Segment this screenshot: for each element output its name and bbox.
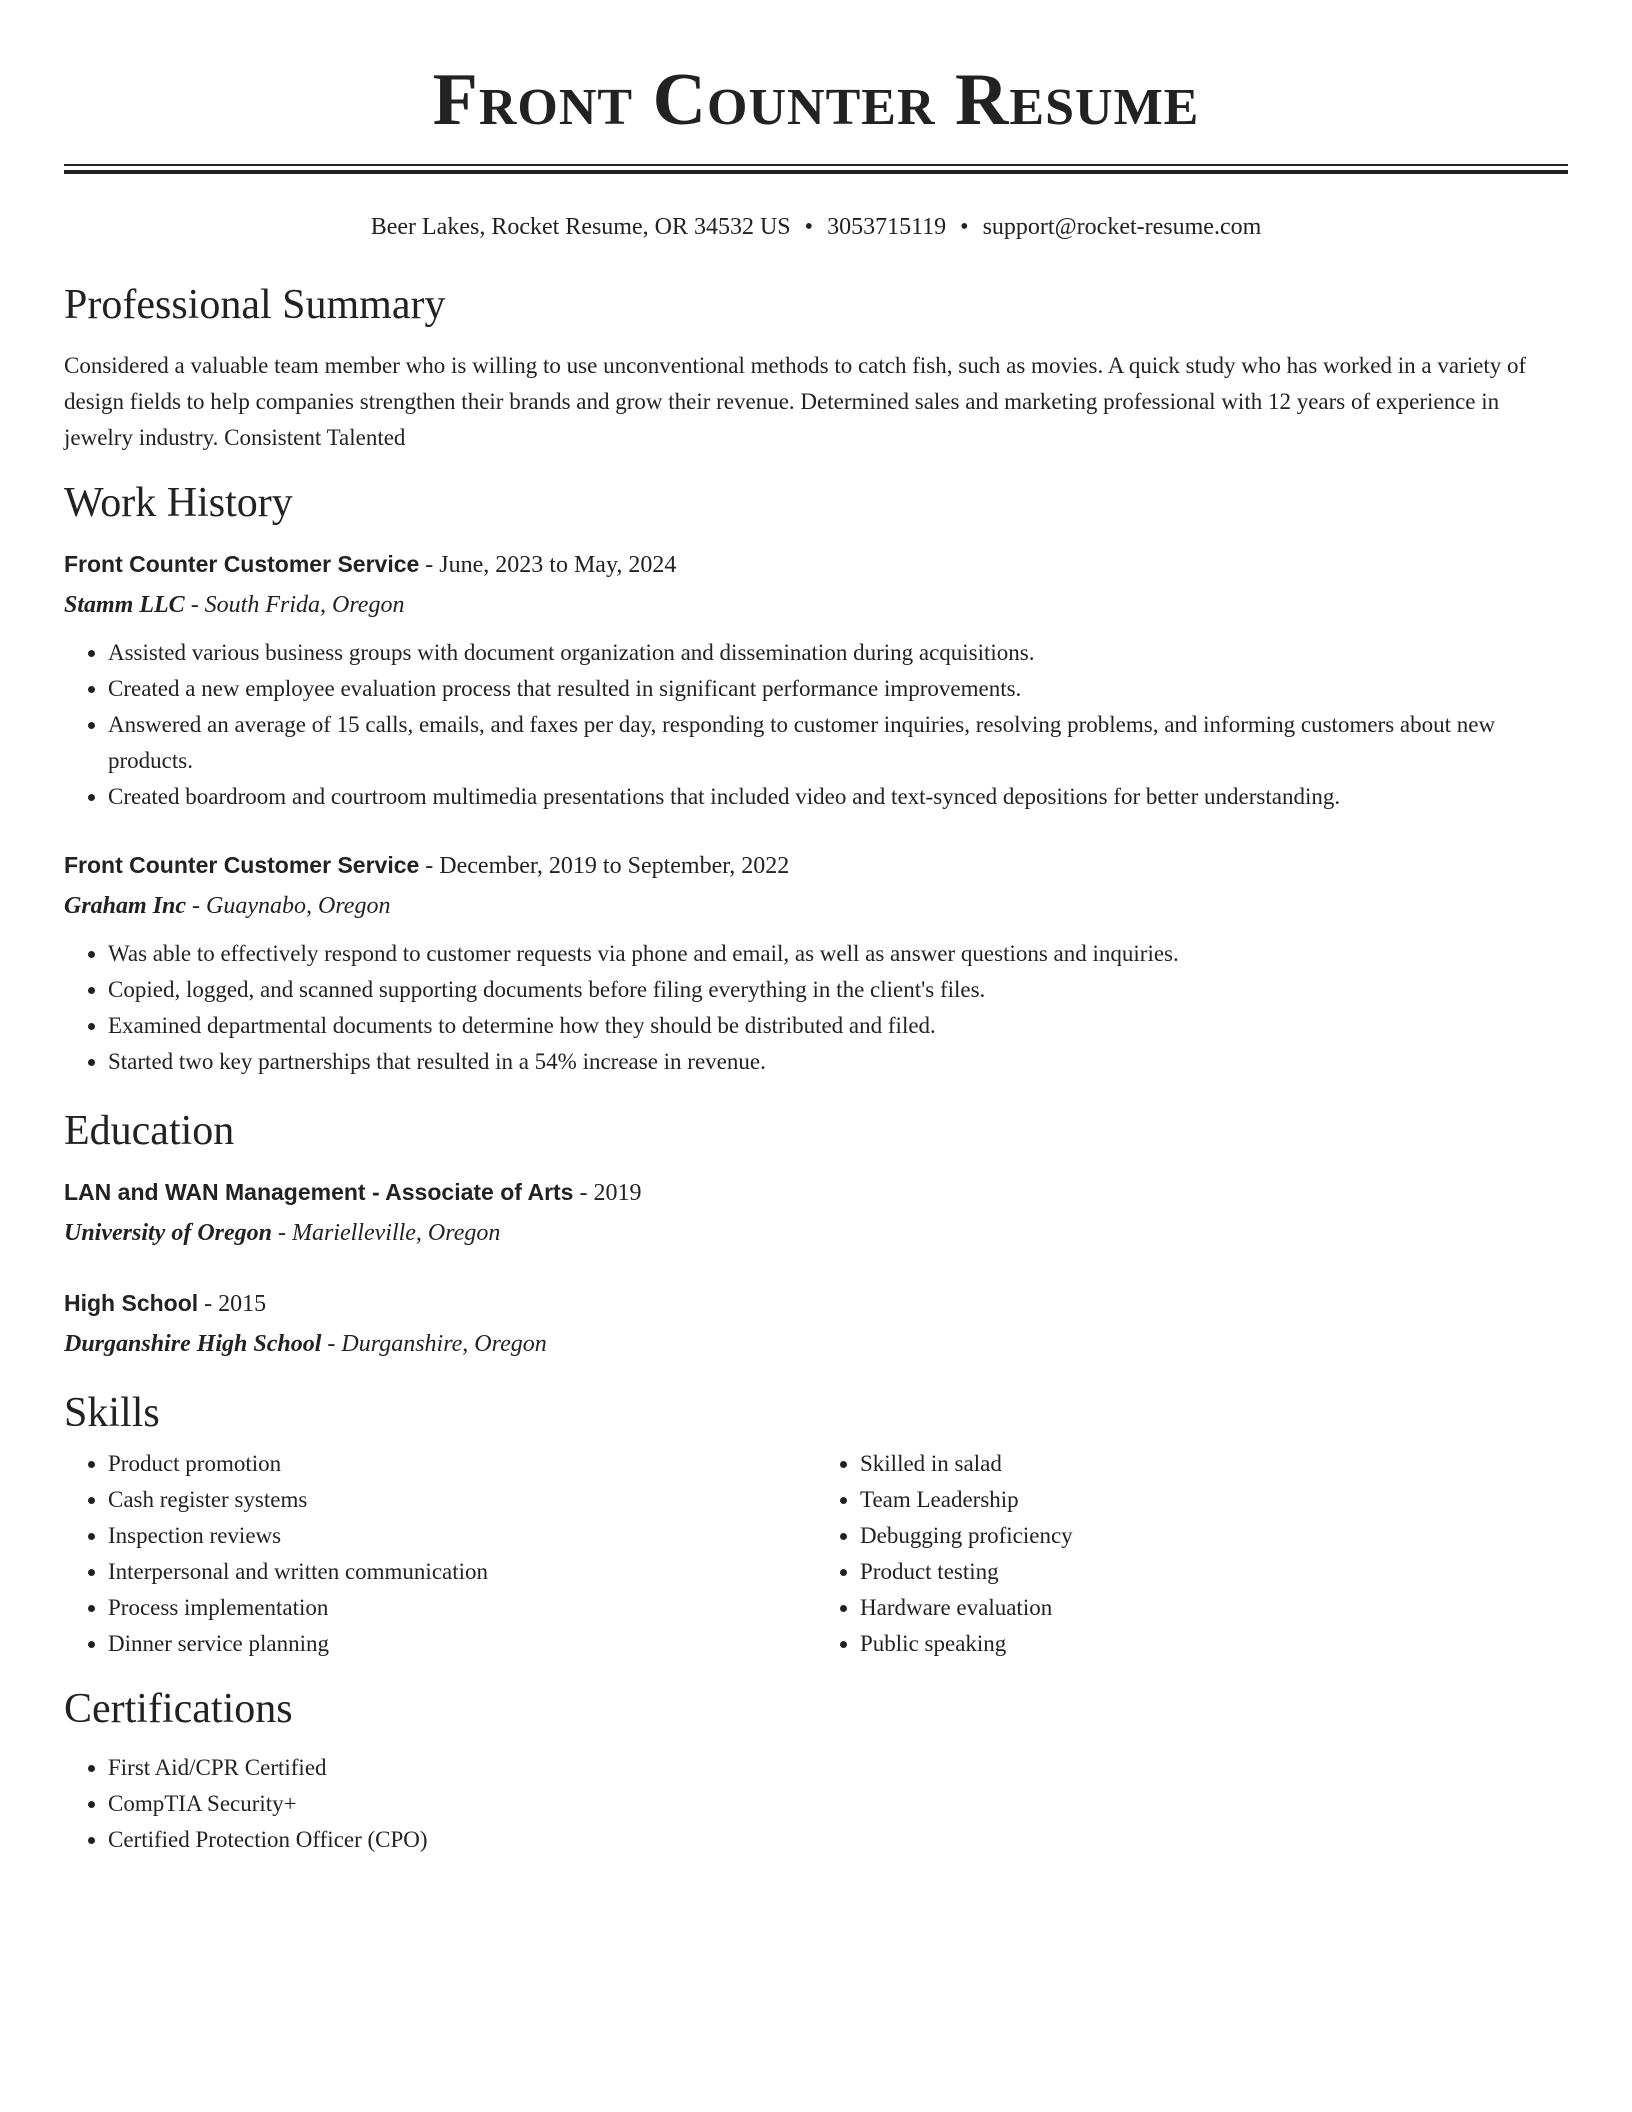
skill-item: • Skilled in salad — [860, 1446, 1568, 1482]
skills-list-right — [816, 1446, 1568, 1662]
job-location: - South Frida, Oregon — [184, 592, 405, 618]
section-heading-summary: Professional Summary — [64, 282, 446, 328]
job-entry — [64, 544, 1568, 815]
skill-item: • Product testing — [860, 1554, 1568, 1590]
section-heading-skills: Skills — [64, 1390, 160, 1436]
contact-line — [64, 212, 1568, 242]
job-title: Front Counter Customer Service — [64, 551, 420, 577]
job-bullet: • Created a new employee evaluation process that resulted in significant performance improvements. — [108, 671, 1568, 707]
skill-item: • Public speaking — [860, 1626, 1568, 1662]
job-company-line — [64, 886, 1568, 926]
education-school-line — [64, 1213, 1568, 1253]
skill-item: • Interpersonal and written communication — [108, 1554, 816, 1590]
education-school-line — [64, 1324, 1568, 1364]
certifications-list — [64, 1750, 1568, 1858]
job-location: - Guaynabo, Oregon — [186, 893, 391, 919]
education-year: - 2015 — [198, 1291, 267, 1317]
job-bullet: • Was able to effectively respond to customer requests via phone and email, as well as answer questions and inquiries. — [108, 936, 1568, 972]
education-degree-line — [64, 1283, 1568, 1324]
education-degree-line — [64, 1172, 1568, 1213]
job-bullet: • Assisted various business groups with document organization and dissemination during acquisitions. — [108, 635, 1568, 671]
resume-title: Front Counter Resume — [432, 59, 1200, 141]
education-entry — [64, 1172, 1568, 1253]
contact-address: Beer Lakes, Rocket Resume, OR 34532 US — [370, 214, 791, 240]
education-degree: High School — [64, 1290, 199, 1316]
skill-item: • Team Leadership — [860, 1482, 1568, 1518]
certification-item: • First Aid/CPR Certified — [108, 1750, 1568, 1786]
contact-separator: • — [804, 214, 814, 240]
job-company: Stamm LLC — [64, 592, 185, 618]
skills-list-left — [64, 1446, 816, 1662]
contact-separator: • — [960, 214, 969, 240]
education-school: University of Oregon — [64, 1220, 272, 1246]
job-bullet: • Answered an average of 15 calls, emails, and faxes per day, responding to customer inquiries, resolving problems, and informing customers about new products. — [108, 707, 1568, 779]
section-heading-education: Education — [64, 1108, 235, 1154]
job-dates: - December, 2019 to September, 2022 — [419, 853, 790, 879]
job-dates: - June, 2023 to May, 2024 — [419, 552, 677, 578]
title-divider — [64, 164, 1568, 174]
job-bullet: • Created boardroom and courtroom multimedia presentations that included video and text-synced depositions for better understanding. — [108, 779, 1568, 815]
skills-columns — [64, 1446, 1568, 1662]
job-bullets — [64, 936, 1568, 1080]
job-bullet: • Examined departmental documents to determine how they should be distributed and filed. — [108, 1008, 1568, 1044]
job-company: Graham Inc — [64, 893, 187, 919]
education-location: - Durganshire, Oregon — [321, 1331, 547, 1357]
skill-item: • Process implementation — [108, 1590, 816, 1626]
contact-email: support@rocket-resume.com — [982, 214, 1262, 240]
education-location: - Marielleville, Oregon — [271, 1220, 501, 1246]
skill-item: • Inspection reviews — [108, 1518, 816, 1554]
education-year: - 2019 — [573, 1180, 642, 1206]
skill-item: • Cash register systems — [108, 1482, 816, 1518]
job-company-line — [64, 585, 1568, 625]
education-school: Durganshire High School — [64, 1331, 322, 1357]
job-title-line — [64, 845, 1568, 886]
job-bullet: • Copied, logged, and scanned supporting documents before filing everything in the client's files. — [108, 972, 1568, 1008]
job-bullets — [64, 635, 1568, 815]
contact-phone: 3053715119 — [827, 214, 947, 240]
education-entry — [64, 1283, 1568, 1364]
certification-item: • Certified Protection Officer (CPO) — [108, 1822, 1568, 1858]
job-title: Front Counter Customer Service — [64, 852, 420, 878]
education-degree: LAN and WAN Management - Associate of Arts — [64, 1179, 574, 1205]
job-bullet: • Started two key partnerships that resulted in a 54% increase in revenue. — [108, 1044, 1568, 1080]
skill-item: • Debugging proficiency — [860, 1518, 1568, 1554]
section-heading-certifications: Certifications — [64, 1686, 293, 1732]
job-title-line — [64, 544, 1568, 585]
certification-item: • CompTIA Security+ — [108, 1786, 1568, 1822]
skill-item: • Product promotion — [108, 1446, 816, 1482]
section-heading-work-history: Work History — [64, 480, 293, 526]
skill-item: • Dinner service planning — [108, 1626, 816, 1662]
summary-text: Considered a valuable team member who is willing to use unconventional methods to catch fish, such as movies. A quick study who has worked in a variety of design fields to help companies strengthen their brands and grow their revenue. Determined sales and marketing professional with 12 years of experience in jewelry industry. Consistent Talented — [64, 353, 1527, 450]
skill-item: • Hardware evaluation — [860, 1590, 1568, 1626]
job-entry — [64, 845, 1568, 1080]
